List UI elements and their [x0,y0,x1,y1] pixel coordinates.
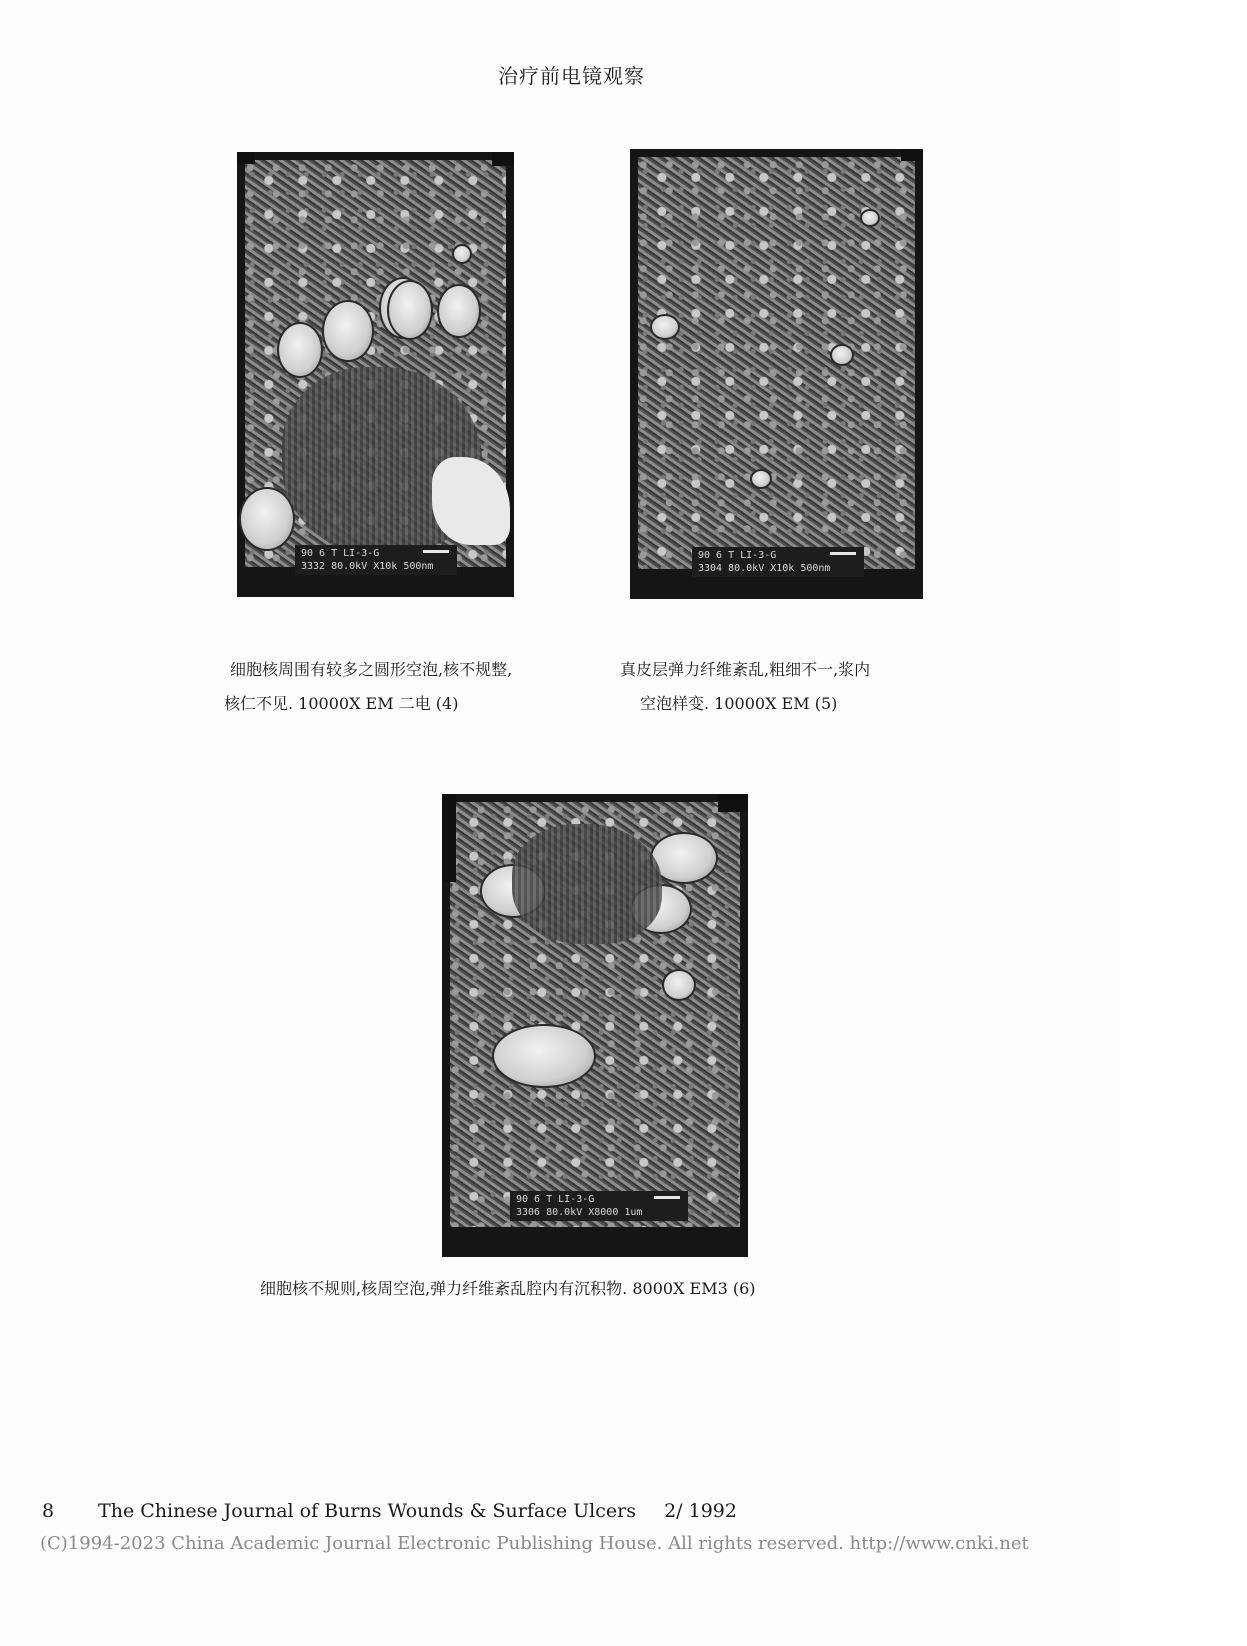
vacuole [239,487,295,551]
caption-line: 细胞核周围有较多之圆形空泡,核不规整, [230,660,513,679]
vacuole [437,284,481,338]
vacuole [830,344,854,366]
photo-corner [718,794,748,812]
micrograph-label [692,547,864,577]
vacuole [387,280,433,340]
caption-line: 细胞核不规则,核周空泡,弹力纤维紊乱腔内有沉积物. 8000X EM3 (6) [260,1279,756,1298]
vacuole [860,209,880,227]
scale-bar [830,552,856,555]
journal-name: The Chinese Journal of Burns Wounds & Surface Ulcers [98,1500,636,1522]
vacuole [650,314,680,340]
scale-bar [423,550,449,553]
caption-line: 真皮层弹力纤维紊乱,粗细不一,浆内 [620,660,871,679]
caption-line: 空泡样变. 10000X EM (5) [640,694,838,713]
figure-caption-5 [620,653,870,721]
photo-corner [442,794,456,882]
photo-corner [492,152,514,166]
micrograph-5 [630,149,923,599]
micrograph-label-line: 3332 80.0kV X10k 500nm [301,561,434,572]
page-edge [1120,0,1247,1646]
vacuole [452,244,472,264]
micrograph-label [295,545,457,575]
figure-caption-6 [260,1272,756,1306]
micrograph-4 [237,152,514,597]
vacuole [662,969,696,1001]
scale-bar [654,1196,680,1199]
cell-nucleus [512,824,662,944]
photo-corner [901,149,923,161]
vacuole [322,300,374,362]
micrograph-label-line: 90 6 T LI-3-G [516,1194,595,1205]
page-title: 治疗前电镜观察 [498,64,645,88]
vacuole [750,469,772,489]
caption-line: 核仁不见. 10000X EM 二电 (4) [224,694,459,713]
micrograph-label [510,1191,688,1221]
micrograph-label-line: 3304 80.0kV X10k 500nm [698,563,831,574]
vacuole [277,322,323,378]
page-number: 8 [42,1500,55,1522]
copyright-notice: (C)1994-2023 China Academic Journal Electronic Publishing House. All rights reserved. http://www.cnki.net [40,1533,1029,1554]
micrograph-6 [442,794,748,1257]
photo-corner [237,152,255,164]
page-footer [42,1500,737,1522]
micrograph-label-line: 90 6 T LI-3-G [698,550,777,561]
micrograph-label-line: 90 6 T LI-3-G [301,548,380,559]
micrograph-label-line: 3306 80.0kV X8000 1um [516,1207,643,1218]
issue-number: 2/ 1992 [664,1500,737,1522]
figure-caption-4 [224,653,513,721]
vacuole [492,1024,596,1088]
